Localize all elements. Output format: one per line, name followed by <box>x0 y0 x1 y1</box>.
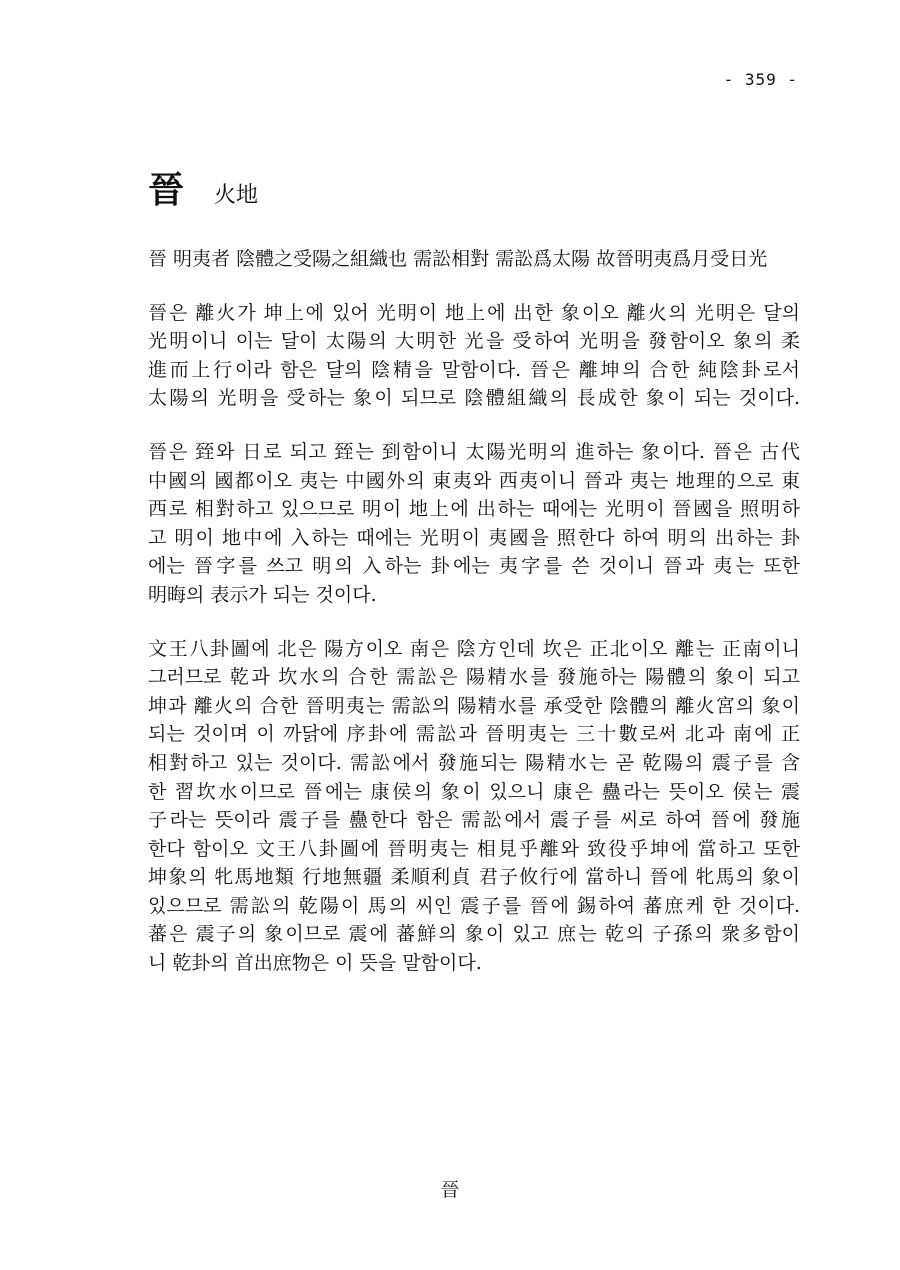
text-line: 晉 明夷者 陰體之受陽之組織也 需訟相對 需訟爲太陽 故晉明夷爲月受日光 <box>148 248 768 270</box>
text-line: 晉은 離火가 坤上에 있어 光明이 地上에 出한 象이오 離火의 光明은 달의 <box>148 301 800 324</box>
text-line: 한 習坎水이므로 晉에는 康侯의 象이 있으니 康은 蠱라는 뜻이오 侯는 震 <box>148 780 800 803</box>
text-line: 子라는 뜻이라 震子를 蠱한다 함은 需訟에서 震子를 씨로 하여 晉에 發施 <box>148 809 800 832</box>
chapter-title <box>148 162 258 213</box>
text-line: 그러므로 乾과 坎水의 合한 需訟은 陽精水를 發施하는 陽體의 象이 되고 <box>148 666 800 689</box>
text-line: 고 明이 地中에 入하는 때에는 光明이 夷國을 照한다 하여 明의 出하는 卦 <box>148 526 800 549</box>
text-line: 에는 晉字를 쓰고 明의 入하는 卦에는 夷字를 쓴 것이니 晉과 夷는 또한 <box>148 555 800 578</box>
paragraph <box>148 438 800 610</box>
footer-running-title: 晉 <box>440 1179 460 1201</box>
paragraph <box>148 245 800 274</box>
text-line: 있으므로 需訟의 乾陽이 馬의 씨인 震子를 晉에 錫하여 蕃庶케 한 것이다. <box>148 894 800 917</box>
text-line: 太陽의 光明을 受하는 象이 되므로 陰體組織의 長成한 象이 되는 것이다. <box>148 387 800 410</box>
text-line: 相對하고 있는 것이다. 需訟에서 發施되는 陽精水는 곧 乾陽의 震子를 含 <box>148 751 800 774</box>
text-line: 되는 것이며 이 까닭에 序卦에 需訟과 晉明夷는 三十數로써 北과 南에 正 <box>148 723 800 746</box>
title-sub: 火地 <box>214 183 259 208</box>
page-number: - 359 - <box>723 70 798 89</box>
text-line: 坤象의 牝馬地類 行地無疆 柔順利貞 君子攸行에 當하니 晉에 牝馬의 象이 <box>148 866 800 889</box>
text-line: 晉은 臸와 日로 되고 臸는 到함이니 太陽光明의 進하는 象이다. 晉은 古代 <box>148 440 800 463</box>
body-text <box>148 245 800 1003</box>
text-line: 明晦의 表示가 되는 것이다. <box>148 583 377 606</box>
paragraph <box>148 299 800 413</box>
title-main: 晉 <box>148 169 185 211</box>
text-line: 니 乾卦의 首出庶物은 이 뜻을 말함이다. <box>148 952 482 975</box>
text-line: 蕃은 震子의 象이므로 震에 蕃鮮의 象이 있고 庶는 乾의 子孫의 衆多함이 <box>148 923 800 946</box>
text-line: 西로 相對하고 있으므로 明이 地上에 出하는 때에는 光明이 晉國을 照明하 <box>148 498 800 521</box>
text-line: 光明이니 이는 달이 太陽의 大明한 光을 受하여 光明을 發함이오 象의 柔 <box>148 330 800 353</box>
text-line: 中國의 國都이오 夷는 中國外의 東夷와 西夷이니 晉과 夷는 地理的으로 東 <box>148 469 800 492</box>
text-line: 進而上行이라 함은 달의 陰精을 말함이다. 晉은 離坤의 合한 純陰卦로서 <box>148 358 800 381</box>
text-line: 坤과 離火의 合한 晉明夷는 需訟의 陽精水를 承受한 陰體의 離火宮의 象이 <box>148 694 800 717</box>
paragraph <box>148 635 800 978</box>
text-line: 한다 함이오 文王八卦圖에 晉明夷는 相見乎離와 致役乎坤에 當하고 또한 <box>148 837 800 860</box>
text-line: 文王八卦圖에 北은 陽方이오 南은 陰方인데 坎은 正北이오 離는 正南이니 <box>148 637 800 660</box>
